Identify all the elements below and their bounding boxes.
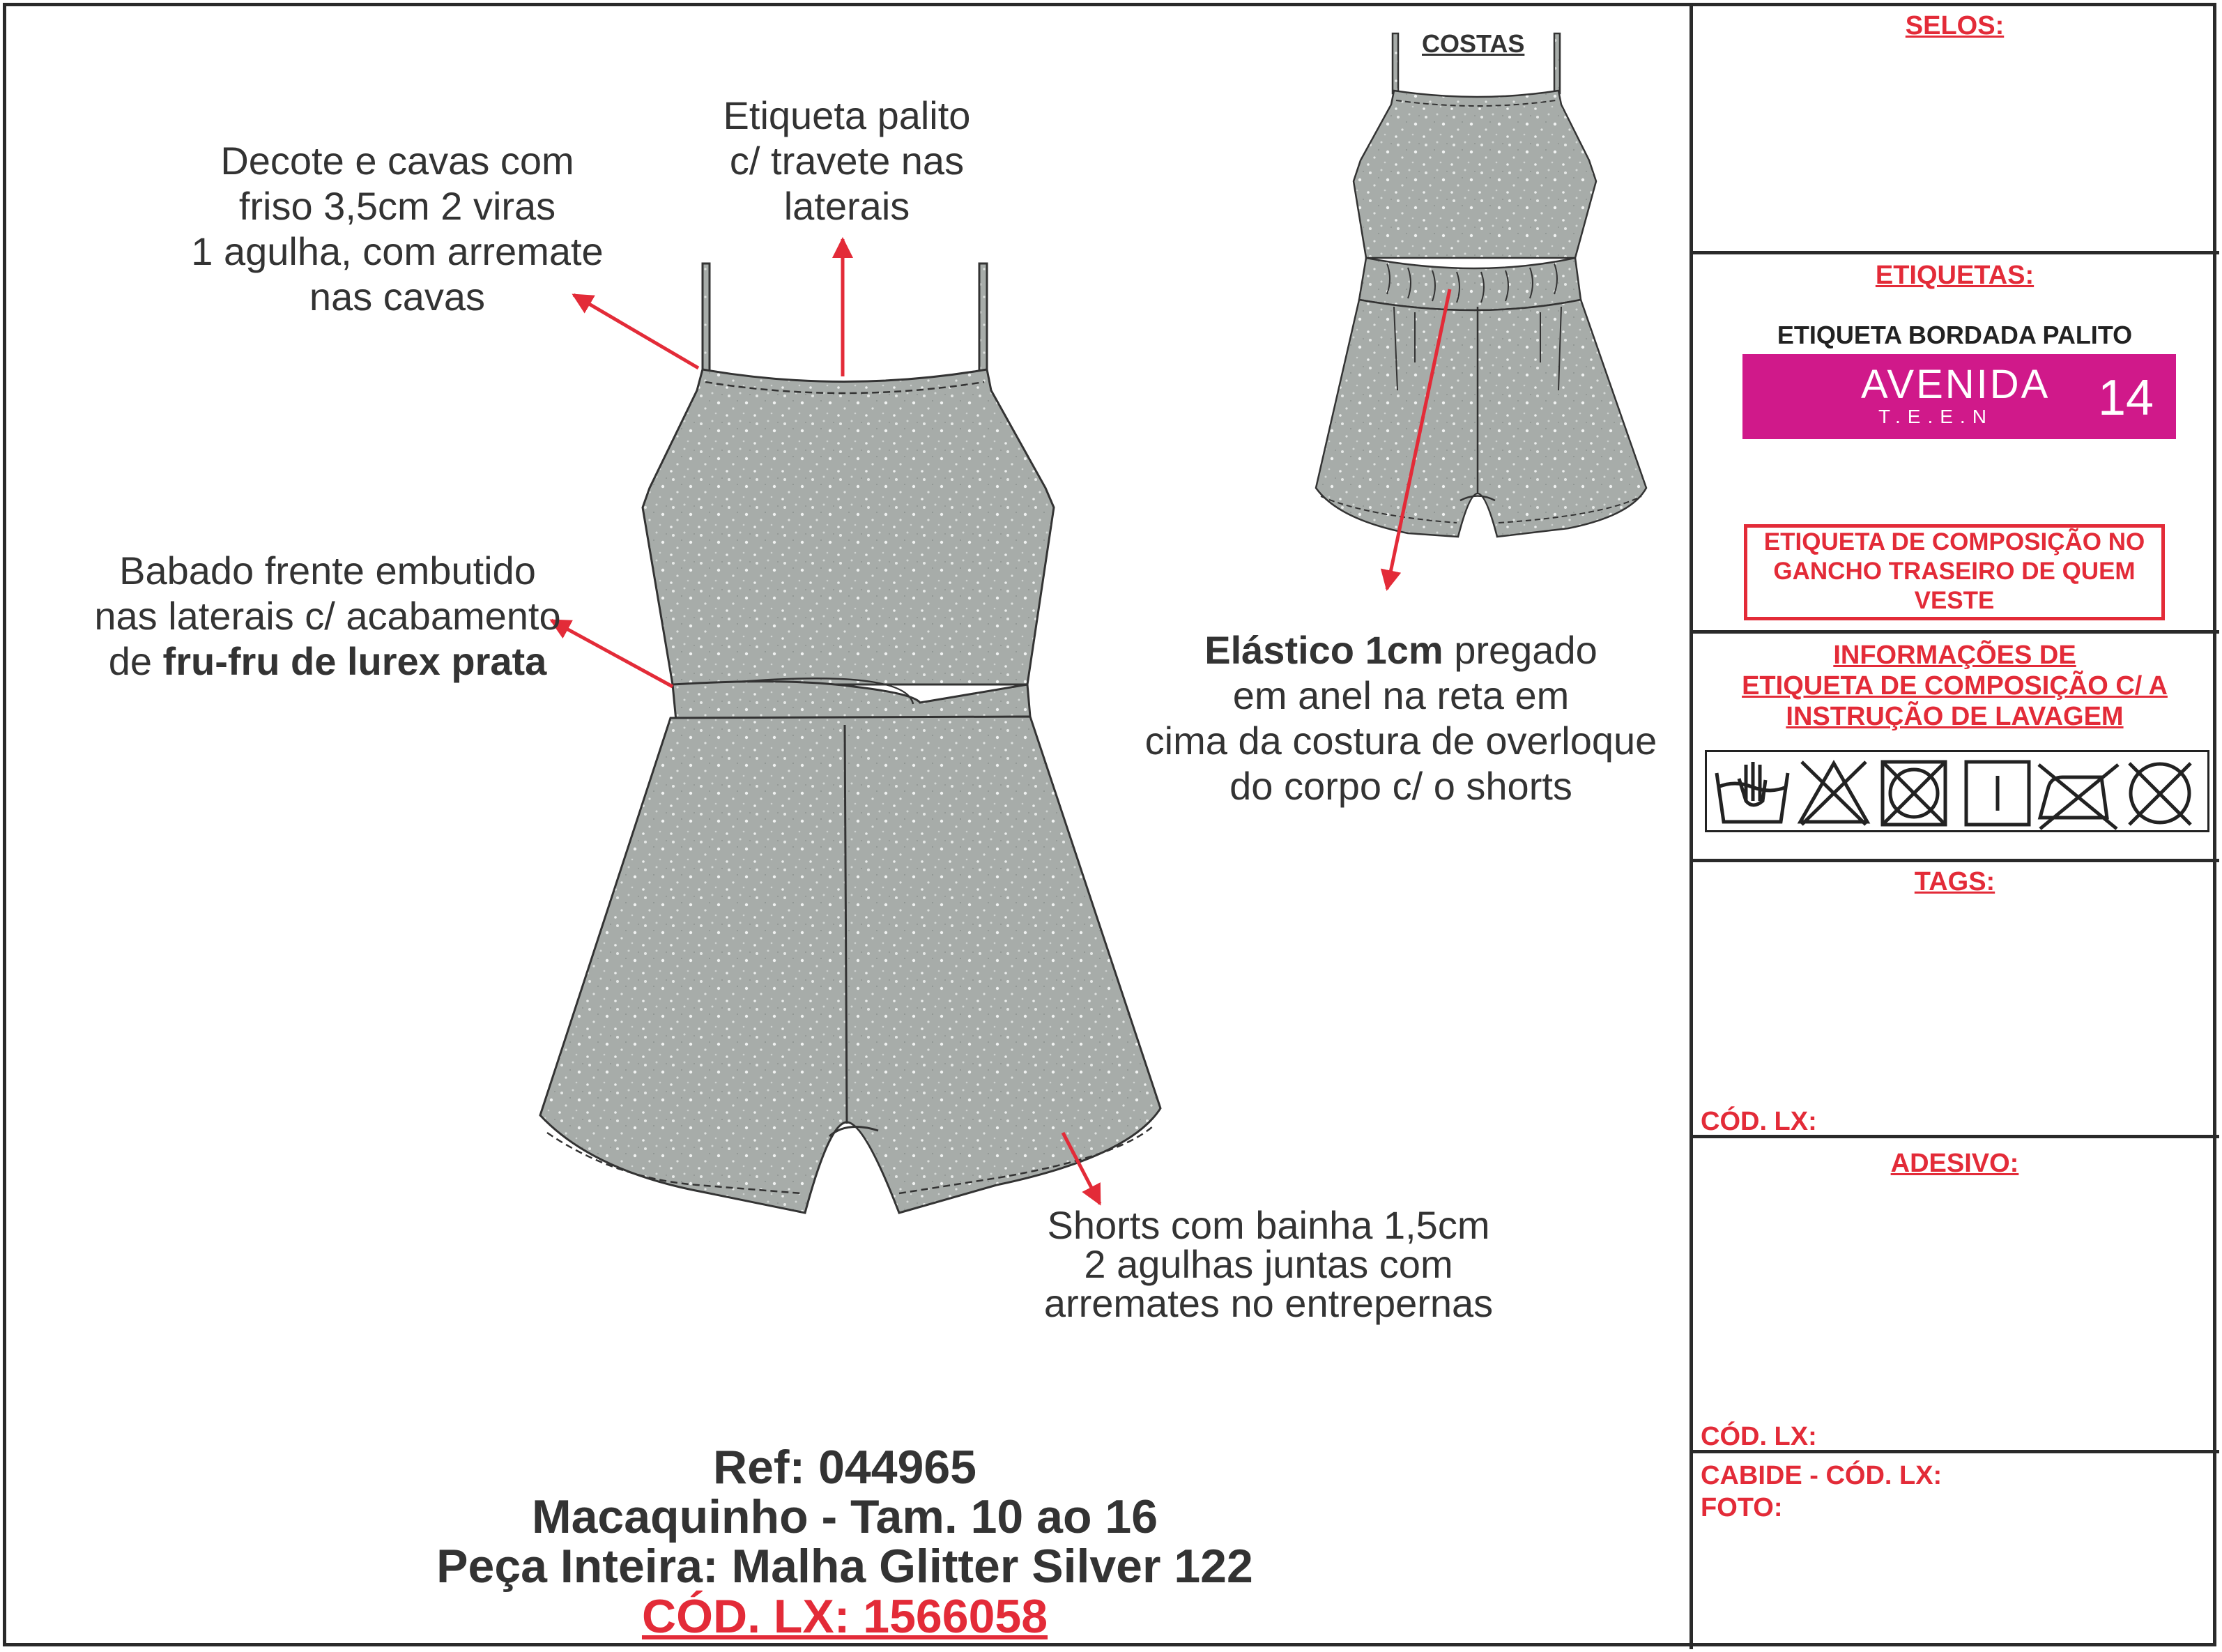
sidebar-line-2 bbox=[1690, 630, 2219, 634]
sidebar-line-3 bbox=[1690, 859, 2219, 862]
brand-name: AVENIDA bbox=[1861, 362, 2051, 407]
etiqueta-bordada-label: ETIQUETA BORDADA PALITO bbox=[1777, 321, 2133, 349]
line-dry-icon bbox=[1966, 762, 2029, 825]
back-shorts bbox=[1316, 300, 1646, 537]
no-iron-icon bbox=[2039, 765, 2118, 829]
no-tumble-dry-icon bbox=[1883, 762, 1945, 825]
back-bodice bbox=[1354, 91, 1596, 258]
cod-lx-main: CÓD. LX: 1566058 bbox=[641, 1590, 1048, 1643]
foto-label: FOTO: bbox=[1701, 1493, 1783, 1522]
note-shorts-hem: Shorts com bainha 1,5cm 2 agulhas juntas com arremates no entrepernas bbox=[1043, 1203, 1494, 1325]
note-label-tag: Etiqueta palito c/ travete nas laterais bbox=[723, 93, 971, 228]
care-symbols bbox=[1705, 750, 2209, 832]
product-name: Macaquinho - Tam. 10 ao 16 bbox=[531, 1490, 1158, 1543]
back-waistband bbox=[1359, 258, 1581, 310]
hand-wash-icon bbox=[1717, 762, 1788, 822]
front-bodice bbox=[643, 369, 1054, 684]
info-heading: INFORMAÇÕES DE ETIQUETA DE COMPOSIÇÃO C/ A INSTRUÇÃO DE LAVAGEM bbox=[1742, 641, 2168, 731]
note-neckline: Decote e cavas com friso 3,5cm 2 viras 1 agulha, com arremate nas cavas bbox=[191, 139, 604, 319]
adesivo-heading: ADESIVO: bbox=[1890, 1149, 2019, 1178]
no-dry-clean-icon bbox=[2129, 763, 2191, 825]
fabric-info: Peça Inteira: Malha Glitter Silver 122 bbox=[436, 1540, 1253, 1593]
etiquetas-heading: ETIQUETAS: bbox=[1875, 261, 2035, 290]
note-ruffle: Babado frente embutido nas laterais c/ acabamento de fru-fru de lurex prata bbox=[94, 549, 561, 683]
ref-number: Ref: 044965 bbox=[712, 1441, 977, 1494]
front-waistband bbox=[673, 682, 1030, 721]
brand-size: 14 bbox=[2098, 370, 2154, 426]
selos-heading: SELOS: bbox=[1905, 11, 2005, 40]
note-elastic: Elástico 1cm pregado em anel na reta em cima da costura de overloque do corpo c/ o shorts bbox=[1144, 628, 1657, 808]
tags-cod-lx: CÓD. LX: bbox=[1701, 1107, 1817, 1136]
front-straps bbox=[703, 263, 987, 374]
no-bleach-icon bbox=[1800, 762, 1867, 825]
brand-label bbox=[1742, 354, 2176, 439]
back-view-label: COSTAS bbox=[1422, 29, 1525, 58]
tags-heading: TAGS: bbox=[1914, 867, 1995, 896]
composicao-box: ETIQUETA DE COMPOSIÇÃO NO GANCHO TRASEIRO DE QUEM VESTE bbox=[1744, 524, 2165, 620]
cabide-cod-lx: CABIDE - CÓD. LX: bbox=[1701, 1461, 1943, 1490]
adesivo-cod-lx: CÓD. LX: bbox=[1701, 1422, 1817, 1451]
sidebar-line-1 bbox=[1690, 251, 2219, 254]
brand-sub: T.E.E.N bbox=[1878, 406, 1993, 427]
